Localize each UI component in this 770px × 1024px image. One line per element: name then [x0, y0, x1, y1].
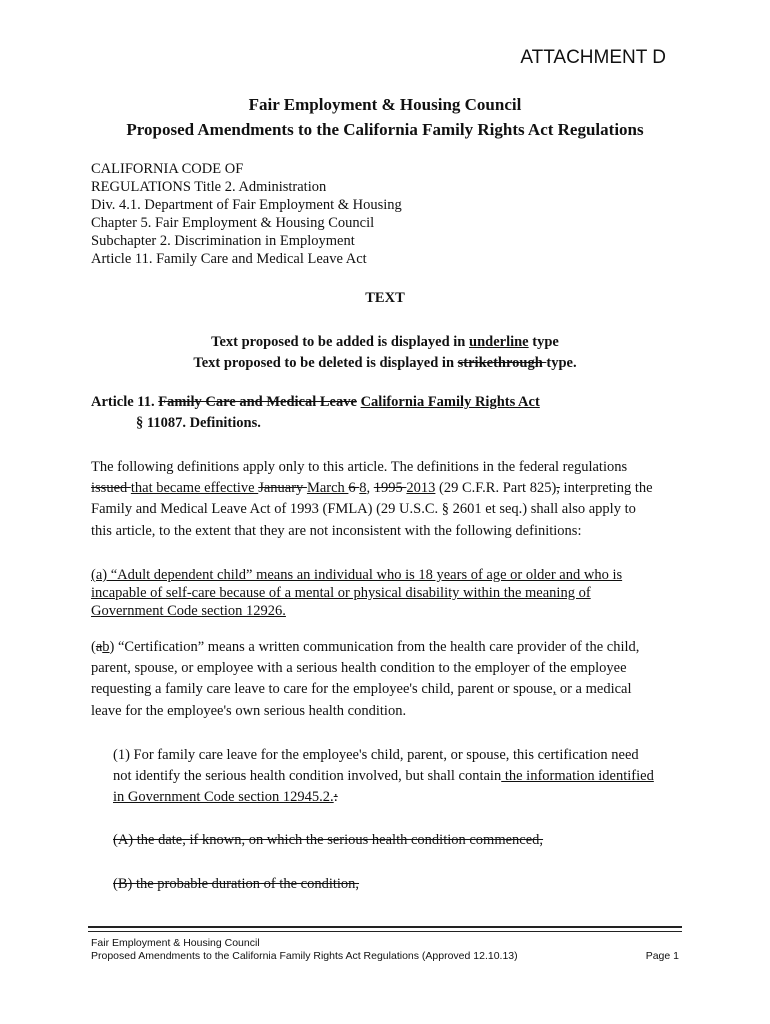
definition-a	[91, 566, 691, 620]
added-text: in Government Code section 12945.2.	[113, 789, 334, 806]
definition-a-line: Government Code section 12926.	[91, 603, 286, 619]
page-number: Page 1	[645, 950, 679, 962]
code-line: Article 11. Family Care and Medical Leave Act	[91, 251, 367, 268]
definition-a-line: (a) “Adult dependent child” means an individual who is 18 years of age or older and who is	[91, 567, 623, 583]
legend-deleted	[0, 355, 770, 372]
code-line: Div. 4.1. Department of Fair Employment & Housing	[91, 197, 402, 214]
legend-added	[0, 334, 770, 351]
plain-text: ) “Certification” means a written communication from the health care provider of the child,	[109, 639, 640, 655]
legend-deleted-prefix: Text proposed to be deleted is displayed in	[193, 355, 458, 371]
plain-text: interpreting the	[559, 480, 653, 497]
added-text: that became effective	[130, 480, 259, 497]
item-1-line: (1) For family care leave for the employee's child, parent, or spouse, this certification need	[113, 747, 639, 763]
legend-underline-word: underline	[469, 334, 529, 350]
definition-b-line: parent, spouse, or employee with a serious health condition to the employer of the employee	[91, 660, 627, 677]
section-heading: § 11087. Definitions.	[136, 415, 261, 431]
article-heading	[91, 394, 540, 411]
deleted-text: 6	[348, 480, 360, 497]
footer-rule-thick	[88, 926, 682, 928]
plain-text: not identify the serious health condition involved, but shall contain	[113, 768, 502, 785]
definition-b-line: leave for the employee's own serious health condition.	[91, 702, 407, 719]
code-line: REGULATIONS Title 2. Administration	[91, 179, 327, 196]
legend-added-suffix: type	[528, 334, 559, 350]
item-1	[113, 745, 693, 809]
legend-strikethrough-word: strikethrough	[457, 355, 547, 371]
item-A: (A) the date, if known, on which the serious health condition commenced,	[113, 832, 544, 848]
plain-text: requesting a family care leave to care for the employee's child, parent or spouse	[91, 681, 553, 698]
plain-text: ,	[366, 480, 374, 497]
definition-a-line: incapable of self-care because of a mental or physical disability within the meaning of	[91, 585, 591, 601]
added-text: b	[102, 639, 110, 655]
article-deleted-title: Family Care and Medical Leave	[158, 394, 357, 410]
deleted-text: January	[258, 480, 307, 497]
document-title-line1: Fair Employment & Housing Council	[248, 95, 522, 114]
deleted-text: ,	[556, 480, 560, 497]
footer	[91, 937, 518, 963]
definition-b-line	[91, 637, 691, 658]
item-1-line	[113, 766, 693, 787]
added-text: March	[306, 480, 349, 497]
plain-text: (	[91, 639, 96, 655]
deleted-text: 1995	[373, 480, 407, 497]
intro-line: The following definitions apply only to this article. The definitions in the federal regulations	[91, 459, 628, 475]
deleted-text: :	[333, 789, 338, 806]
added-text: 8	[359, 480, 367, 497]
legend-added-prefix: Text proposed to be added is displayed in	[211, 334, 469, 350]
definition-b-line	[91, 679, 691, 700]
added-text: ,	[552, 681, 557, 698]
attachment-label: ATTACHMENT D	[520, 47, 666, 68]
plain-text: or a medical	[556, 681, 632, 698]
footer-line2: Proposed Amendments to the California Family Rights Act Regulations (Approved 12.10.13)	[91, 950, 518, 962]
definition-b	[91, 637, 691, 722]
code-block	[91, 160, 511, 269]
article-added-title: California Family Rights Act	[360, 394, 540, 410]
code-line: Chapter 5. Fair Employment & Housing Council	[91, 215, 375, 232]
deleted-text: issued	[91, 480, 131, 497]
intro-line: this article, to the extent that they are not inconsistent with the following definitions:	[91, 522, 582, 539]
plain-text: (29 C.F.R. Part 825)	[435, 480, 557, 497]
article-prefix: Article 11.	[91, 394, 159, 410]
footer-rule-thin	[88, 931, 682, 932]
code-line: CALIFORNIA CODE OF	[91, 161, 244, 177]
added-text: the information identified	[501, 768, 654, 785]
legend-deleted-suffix: type.	[546, 355, 577, 371]
intro-line	[91, 478, 691, 499]
code-line: Subchapter 2. Discrimination in Employment	[91, 233, 355, 250]
item-B: (B) the probable duration of the condition,	[113, 876, 360, 892]
intro-line: Family and Medical Leave Act of 1993 (FMLA) (29 U.S.C. § 2601 et seq.) shall also apply to	[91, 501, 636, 518]
deleted-text: a	[95, 639, 103, 655]
added-text: 2013	[406, 480, 436, 497]
item-1-line	[113, 787, 693, 808]
document-title-line2: Proposed Amendments to the California Family Rights Act Regulations	[126, 120, 644, 139]
text-heading: TEXT	[365, 290, 405, 306]
footer-line1: Fair Employment & Housing Council	[91, 937, 260, 949]
intro-paragraph	[91, 457, 691, 542]
